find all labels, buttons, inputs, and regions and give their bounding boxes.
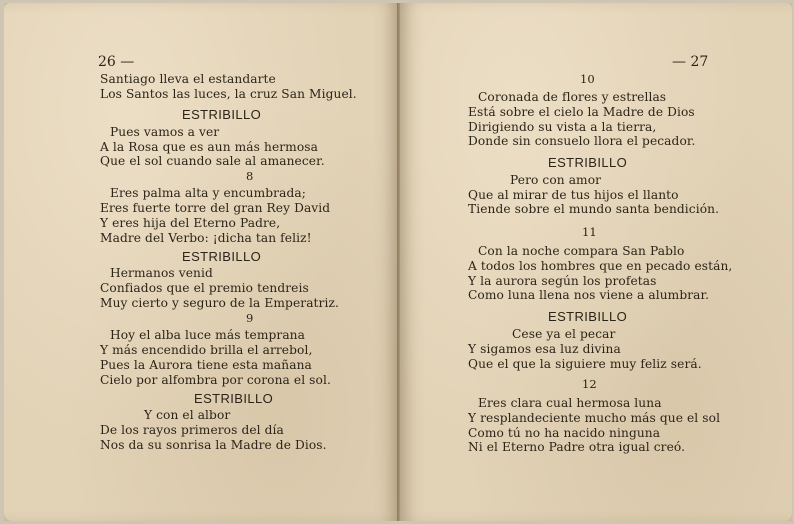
- text-line: Tiende sobre el mundo santa bendición.: [468, 202, 720, 216]
- text-line: Confiados que el premio tendreis: [100, 281, 309, 295]
- stanza-number: 8: [246, 169, 254, 183]
- text-line: Y sigamos esa luz divina: [468, 342, 621, 356]
- left-page: [4, 3, 398, 521]
- refrain-heading: ESTRIBILLO: [182, 249, 262, 264]
- stanza-number: 11: [582, 225, 597, 239]
- stanza-number: 9: [246, 311, 254, 325]
- text-line: Los Santos las luces, la cruz San Miguel.: [100, 87, 357, 101]
- text-line: Pues la Aurora tiene esta mañana: [100, 358, 312, 372]
- text-line: Pero con amor: [510, 173, 602, 187]
- text-line: Con la noche compara San Pablo: [478, 244, 685, 258]
- text-line: Santiago lleva el estandarte: [100, 72, 276, 86]
- right-page: [400, 3, 792, 521]
- text-line: Que el que la siguiere muy feliz será.: [468, 357, 702, 371]
- text-line: Como luna llena nos viene a alumbrar.: [468, 288, 710, 302]
- page-number: — 27: [672, 54, 709, 70]
- text-line: Hermanos venid: [110, 266, 213, 280]
- text-line: Está sobre el cielo la Madre de Dios: [468, 105, 695, 119]
- text-line: Eres fuerte torre del gran Rey David: [100, 201, 331, 215]
- stanza-number: 12: [582, 377, 597, 391]
- refrain-heading: ESTRIBILLO: [548, 309, 628, 324]
- text-line: Como tú no ha nacido ninguna: [468, 426, 661, 440]
- text-line: Eres clara cual hermosa luna: [478, 396, 662, 410]
- text-line: Dirigiendo su vista a la tierra,: [468, 120, 657, 134]
- text-line: Muy cierto y seguro de la Emperatriz.: [100, 296, 339, 310]
- refrain-heading: ESTRIBILLO: [182, 107, 262, 122]
- text-line: Eres palma alta y encumbrada;: [110, 186, 306, 200]
- text-line: Y con el albor: [144, 408, 231, 422]
- text-line: Ni el Eterno Padre otra igual creó.: [468, 440, 686, 454]
- text-line: Coronada de flores y estrellas: [478, 90, 667, 104]
- text-line: Y más encendido brilla el arrebol,: [100, 343, 313, 357]
- text-line: Cielo por alfombra por corona el sol.: [100, 373, 331, 387]
- stanza-number: 10: [580, 72, 595, 86]
- text-line: Y la aurora según los profetas: [468, 274, 657, 288]
- text-line: Y resplandeciente mucho más que el sol: [468, 411, 721, 425]
- page-number: 26 —: [98, 54, 135, 70]
- text-line: Hoy el alba luce más temprana: [110, 328, 306, 342]
- text-line: Madre del Verbo: ¡dicha tan feliz!: [100, 231, 312, 245]
- refrain-heading: ESTRIBILLO: [548, 155, 628, 170]
- text-line: Nos da su sonrisa la Madre de Dios.: [100, 438, 327, 452]
- text-line: De los rayos primeros del día: [100, 423, 284, 437]
- refrain-heading: ESTRIBILLO: [194, 391, 274, 406]
- text-line: Y eres hija del Eterno Padre,: [100, 216, 281, 230]
- text-line: Pues vamos a ver: [110, 125, 220, 139]
- text-line: A todos los hombres que en pecado están,: [468, 259, 733, 273]
- text-line: Cese ya el pecar: [512, 327, 616, 341]
- text-line: Que al mirar de tus hijos el llanto: [468, 188, 679, 202]
- book-spread: [4, 3, 792, 521]
- text-line: Donde sin consuelo llora el pecador.: [468, 134, 696, 148]
- text-line: Que el sol cuando sale al amanecer.: [100, 154, 325, 168]
- text-line: A la Rosa que es aun más hermosa: [100, 140, 318, 154]
